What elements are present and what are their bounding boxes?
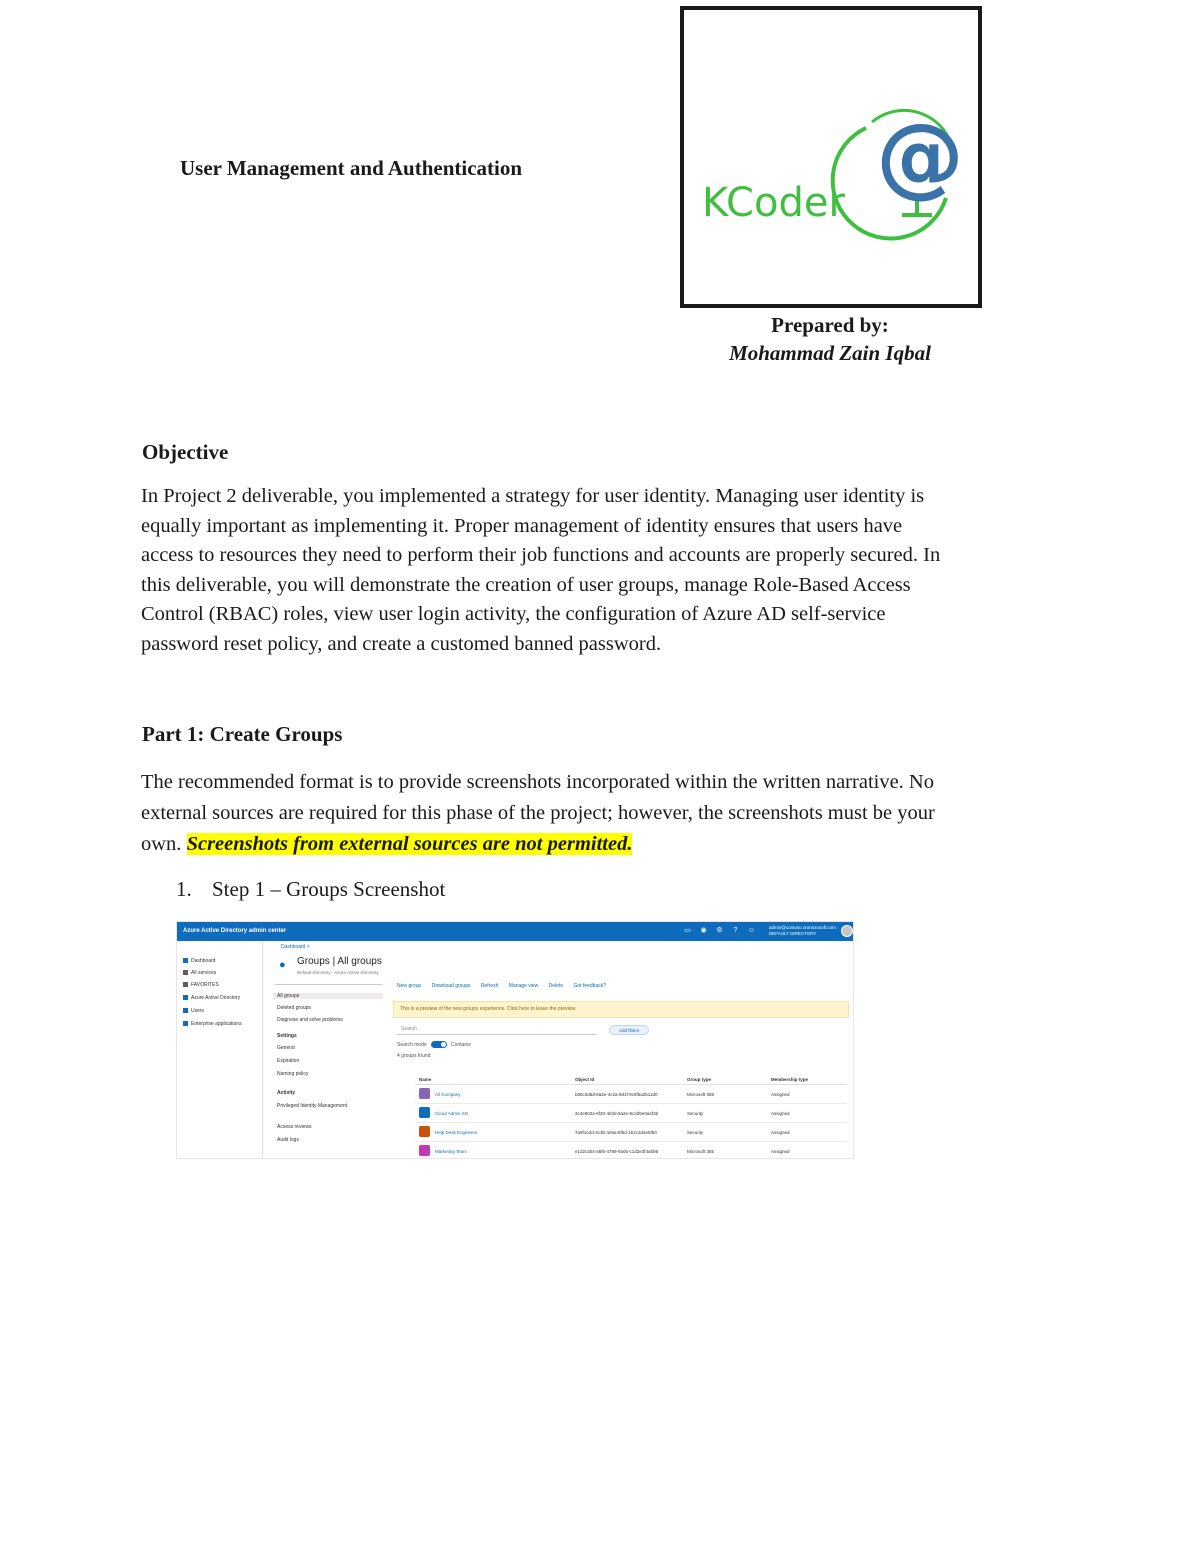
search-mode-label: Search mode — [397, 1042, 427, 1048]
nav-all-services[interactable] — [183, 970, 216, 976]
search-mode-state: Contains — [451, 1042, 471, 1048]
user-icon — [183, 1008, 188, 1013]
group-name: Cloud Admin SG — [435, 1111, 469, 1116]
blade-item-general[interactable]: General — [277, 1045, 295, 1051]
svg-text:@: @ — [876, 104, 964, 207]
object-id-cell: b85c0d5d-8a2e-4c2a-9d1f-0c9f5a2b11d0 — [575, 1092, 658, 1097]
blade-item-expiration[interactable]: Expiration — [277, 1058, 300, 1064]
paragraph-line: The recommended format is to provide screenshots incorporated within the written narrative. No — [141, 771, 934, 793]
apps-icon — [183, 1021, 188, 1026]
nav-label: Users — [191, 1008, 205, 1014]
paragraph-line: access to resources they need to perform their job functions and accounts are properly secured. In — [141, 544, 941, 566]
group-name-cell[interactable] — [419, 1105, 569, 1123]
table-row[interactable] — [415, 1124, 847, 1142]
nav-label: FAVORITES — [191, 982, 219, 988]
activity-heading: Activity — [277, 1090, 296, 1096]
part1-paragraph — [141, 767, 1066, 860]
group-type-cell: Microsoft 365 — [687, 1092, 715, 1097]
step-label: Step 1 – Groups Screenshot — [212, 877, 446, 901]
highlighted-warning: Screenshots from external sources are not permitted. — [186, 833, 633, 855]
refresh-button[interactable]: Refresh — [480, 983, 499, 989]
step-1-item — [176, 877, 445, 902]
azure-ad-icon — [183, 995, 188, 1000]
blade-item-deleted-groups[interactable]: Deleted groups — [277, 1005, 311, 1011]
star-icon — [183, 982, 188, 987]
group-avatar-icon — [419, 1126, 430, 1137]
object-id-cell: 3c4e902a-6f20-4b3d-8a2e-9c2d5e0a4f3b — [575, 1111, 659, 1116]
page-subtitle: Default Directory - Azure Active Directory — [297, 970, 379, 975]
nav-label: Dashboard — [191, 958, 216, 964]
azure-groups-screenshot — [176, 921, 854, 1159]
portal-left-nav — [177, 941, 263, 1159]
paragraph-line: Control (RBAC) roles, view user login activity, the configuration of Azure AD self-service — [141, 603, 886, 625]
blade-search-input[interactable] — [275, 977, 383, 985]
nav-enterprise-apps[interactable] — [183, 1021, 242, 1027]
new-group-button[interactable]: New group — [397, 983, 422, 989]
membership-type-cell: Assigned — [771, 1111, 790, 1116]
objective-heading: Objective — [142, 440, 229, 464]
paragraph-line — [141, 829, 1066, 860]
blade-item-naming-policy[interactable]: Naming policy — [277, 1071, 309, 1077]
svg-text:KCoder: KCoder — [702, 180, 845, 226]
results-count: 4 groups found — [397, 1053, 431, 1059]
group-name: Help Desk Engineers — [435, 1130, 478, 1135]
column-group-type[interactable]: Group type — [687, 1077, 712, 1082]
object-id-cell: e1d2c3b4-a5f6-4789-9a0b-c1d2e3f4a5b6 — [575, 1149, 659, 1154]
groups-blade-nav — [269, 941, 385, 1159]
document-title: User Management and Authentication — [180, 156, 523, 180]
group-avatar-icon — [419, 1145, 430, 1156]
avatar[interactable] — [841, 925, 853, 937]
membership-type-cell: Assigned — [771, 1130, 790, 1135]
dashboard-icon — [183, 958, 188, 963]
kcoder-logo — [680, 6, 982, 308]
cloud-shell-icon[interactable]: ▭ — [684, 927, 691, 934]
group-type-cell: Microsoft 365 — [687, 1149, 715, 1154]
part1-heading: Part 1: Create Groups — [142, 722, 343, 746]
blade-item-access-reviews[interactable]: Access reviews — [277, 1124, 312, 1130]
paragraph-line: this deliverable, you will demonstrate the creation of user groups, manage Role-Based Access — [141, 573, 911, 596]
membership-type-cell: Assigned — [771, 1092, 790, 1097]
table-header — [415, 1074, 847, 1085]
account-tenant: DEFAULT DIRECTORY — [769, 931, 817, 936]
nav-label: All services — [191, 970, 217, 976]
search-mode-toggle[interactable] — [431, 1041, 447, 1048]
table-row[interactable] — [415, 1105, 847, 1123]
group-name: Marketing Team — [435, 1149, 467, 1154]
column-name[interactable]: Name — [419, 1077, 432, 1082]
search-input[interactable]: Search — [397, 1026, 597, 1035]
membership-type-cell: Assigned — [771, 1149, 790, 1154]
group-name-cell[interactable] — [419, 1124, 569, 1142]
list-icon — [183, 970, 188, 975]
column-object-id[interactable]: Object Id — [575, 1077, 595, 1082]
blade-item-diagnose[interactable]: Diagnose and solve problems — [277, 1017, 343, 1023]
delete-button[interactable]: Delete — [548, 983, 564, 989]
step-number: 1. — [176, 877, 192, 901]
objective-paragraph — [141, 482, 1066, 659]
table-row[interactable] — [415, 1086, 847, 1104]
group-type-cell: Security — [687, 1111, 704, 1116]
blade-item-audit-logs[interactable]: Audit logs — [277, 1137, 299, 1143]
nav-users[interactable] — [183, 1008, 204, 1014]
group-avatar-icon — [419, 1107, 430, 1118]
groups-list-pane — [391, 941, 854, 1159]
object-id-cell: 7a9f1e2d-4c3b-4e5a-8f6d-1b2c3d4e5f60 — [575, 1130, 657, 1135]
groups-icon: ● — [279, 959, 286, 971]
settings-heading: Settings — [277, 1033, 297, 1039]
preview-banner[interactable]: This is a preview of the new groups experience. Click here to leave the preview. — [393, 1001, 849, 1018]
group-name: All Company — [435, 1092, 461, 1097]
paragraph-text: own. — [141, 833, 182, 855]
manage-view-button[interactable]: Manage view — [508, 983, 539, 989]
paragraph-line: equally important as implementing it. Proper management of identity ensures that users have — [141, 514, 903, 537]
download-groups-button[interactable]: Download groups — [431, 983, 471, 989]
blade-item-all-groups[interactable]: All groups — [273, 993, 383, 999]
feedback-icon[interactable]: ☺ — [747, 927, 756, 934]
feedback-button[interactable]: Got feedback? — [573, 983, 607, 989]
add-filters-button[interactable]: Add filters — [609, 1025, 649, 1035]
command-bar — [397, 983, 615, 989]
account-info[interactable] — [769, 925, 836, 937]
portal-topbar — [177, 922, 854, 941]
help-icon[interactable]: ? — [733, 927, 738, 934]
breadcrumb[interactable]: Dashboard > — [281, 944, 310, 950]
page-title: Groups | All groups — [297, 956, 382, 967]
group-avatar-icon — [419, 1088, 430, 1099]
nav-label: Enterprise applications — [191, 1021, 242, 1027]
nav-label: Azure Active Directory — [191, 995, 241, 1001]
prepared-by-label: Prepared by: — [771, 313, 889, 337]
kcoder-logo-graphic — [684, 10, 978, 304]
group-type-cell: Security — [687, 1130, 704, 1135]
nav-favorites[interactable] — [183, 982, 219, 988]
blade-item-pim[interactable]: Privileged Identity Management — [277, 1103, 348, 1109]
author-name: Mohammad Zain Iqbal — [729, 341, 931, 365]
table-row[interactable] — [415, 1143, 847, 1159]
account-name: admin@contoso.onmicrosoft.com — [769, 925, 836, 930]
column-membership-type[interactable]: Membership type — [771, 1077, 809, 1082]
paragraph-line: external sources are required for this phase of the project; however, the screenshots must be your — [141, 802, 935, 824]
nav-azure-ad[interactable] — [183, 995, 240, 1001]
notifications-icon[interactable]: ◉ — [700, 927, 707, 934]
paragraph-line: In Project 2 deliverable, you implemented a strategy for user identity. Managing user identity is — [141, 485, 925, 507]
group-name-cell[interactable] — [419, 1086, 569, 1104]
nav-dashboard[interactable] — [183, 958, 215, 964]
portal-brand: Azure Active Directory admin center — [183, 928, 287, 934]
paragraph-line: password reset policy, and create a customed banned password. — [141, 632, 662, 655]
settings-icon[interactable]: ⚙ — [716, 927, 723, 934]
group-name-cell[interactable] — [419, 1143, 569, 1159]
